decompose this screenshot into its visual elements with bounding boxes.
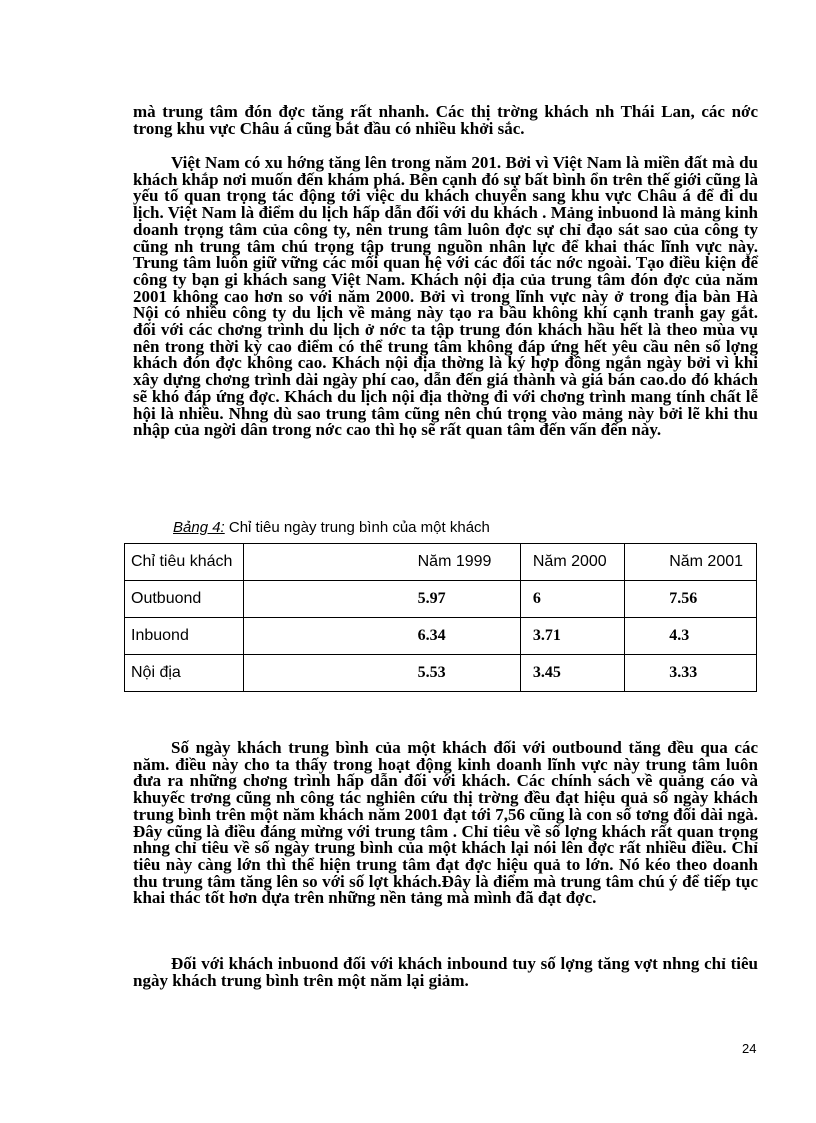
table-header-cell: Chỉ tiêu khách bbox=[125, 544, 244, 581]
paragraph-1: mà trung tâm đón đợc tăng rất nhanh. Các thị trờng khách nh Thái Lan, các nớc trong khu vực Châu á cũng bắt đầu có nhiều khởi sắc. bbox=[133, 102, 758, 138]
table-header-cell: Năm 2001 bbox=[625, 544, 757, 581]
table-caption bbox=[173, 519, 490, 537]
table-row-label: Outbuond bbox=[125, 581, 244, 618]
paragraph-3: Số ngày khách trung bình của một khách đối với outbound tăng đều qua các năm. điều này cho ta thấy trong hoạt động kinh doanh lĩnh vực này trung tâm luôn đưa ra những chơng trình hấp dẫn đối với khách. Các chính sách về quảng cáo và khuyếc trơng cũng nh công tác nghiên cứu thị trờng đều đạt hiệu quả số ngày khách trung bình trên một năm khách năm 2001 đạt tới 7,56 cũng là con số tơng đối dài ngà. Đây cũng là điều đáng mừng với trung tâm . Chỉ tiêu về số lợng khách rất quan trọng nhng chỉ tiêu về số ngày trung bình của một khách lại nói lên đợc rất nhiều điều. Chỉ tiêu này càng lớn thì thể hiện trung tâm đạt đợc hiệu quả to lớn. Nó kéo theo doanh thu trung tâm tăng lên so với số lợt khách.Đây là điểm mà trung tâm chú ý để tiếp tục khai thác tốt hơn dựa trên những nền tảng mà mình đã đạt đợc. bbox=[133, 738, 758, 908]
table-cell: 7.56 bbox=[625, 581, 757, 618]
table-header-text: Năm 1999 bbox=[417, 553, 492, 570]
table-cell: 6 bbox=[520, 581, 624, 618]
table-cell: 5.53 bbox=[243, 655, 520, 692]
table-cell: 6.34 bbox=[243, 618, 520, 655]
paragraph-4: Đối với khách inbuond đối với khách inbound tuy số lợng tăng vợt nhng chỉ tiêu ngày khách trung bình trên một năm lại giảm. bbox=[133, 954, 758, 990]
table-row bbox=[125, 655, 757, 692]
table-header-row bbox=[125, 544, 757, 581]
table-cell: 4.3 bbox=[625, 618, 757, 655]
table-cell: 3.45 bbox=[520, 655, 624, 692]
table-caption-label: Bảng 4: bbox=[173, 519, 225, 536]
table-row bbox=[125, 581, 757, 618]
page-number: 24 bbox=[742, 1041, 757, 1056]
table-header-cell bbox=[243, 544, 520, 581]
table-caption-text: Chỉ tiêu ngày trung bình của một khách bbox=[224, 519, 490, 536]
data-table bbox=[124, 543, 757, 692]
table-cell: 5.97 bbox=[243, 581, 520, 618]
table-row-label: Nội địa bbox=[125, 655, 244, 692]
table-cell: 3.33 bbox=[625, 655, 757, 692]
paragraph-2: Việt Nam có xu hớng tăng lên trong năm 201. Bởi vì Việt Nam là miền đất mà du khách khắp nơi muốn đến khám phá. Bên cạnh đó sự bất bình ổn trên thế giới cũng là yếu tố quan trọng tác động tới việc du khách chuyển sang khu vực Châu á để đi du lịch. Việt Nam là điểm du lịch hấp dẫn đối với du khách . Mảng inbuond là mảng kinh doanh trọng tâm của công ty, nên trung tâm luôn đợc sự chỉ đạo sát sao của công ty cũng nh trung tâm chú trọng tập trung nguồn nhân lực để khai thác lĩnh vực này. Trung tâm luôn giữ vững các mối quan hệ với các đối tác nớc ngoài. Tạo điều kiện để công ty bạn gi khách sang Việt Nam. Khách nội địa của trung tâm đón đợc của năm 2001 không cao hơn so với năm 2000. Bởi vì trong lĩnh vực này ở trong địa bàn Hà Nội có nhiều công ty du lịch về mảng này tạo ra bầu không khí cạnh tranh gay gắt. đối với các chơng trình du lịch ở nớc ta tập trung đón khách hầu hết là theo mùa vụ nên trong thời kỳ cao điểm có thể trung tâm không đáp ứng hết yêu cầu nên số lợng khách đón đợc không cao. Khách nội địa thờng là ký hợp đồng ngắn ngày bởi vì khi xây dựng chơng trình dài ngày phí cao, dẫn đến giá thành và giá bán cao.do đó khách sẽ khó đáp ứng đợc. Khách du lịch nội địa thờng đi với chơng trình mang tính chất lễ hội là nhiều. Nhng dù sao trung tâm cũng nên chú trọng vào mảng này bởi lẽ khi thu nhập của ngời dân trong nớc cao thì họ sẽ rất quan tâm đến vấn đến này. bbox=[133, 153, 758, 440]
table-header-cell: Năm 2000 bbox=[520, 544, 624, 581]
table-row bbox=[125, 618, 757, 655]
table-row-label: Inbuond bbox=[125, 618, 244, 655]
table-cell: 3.71 bbox=[520, 618, 624, 655]
